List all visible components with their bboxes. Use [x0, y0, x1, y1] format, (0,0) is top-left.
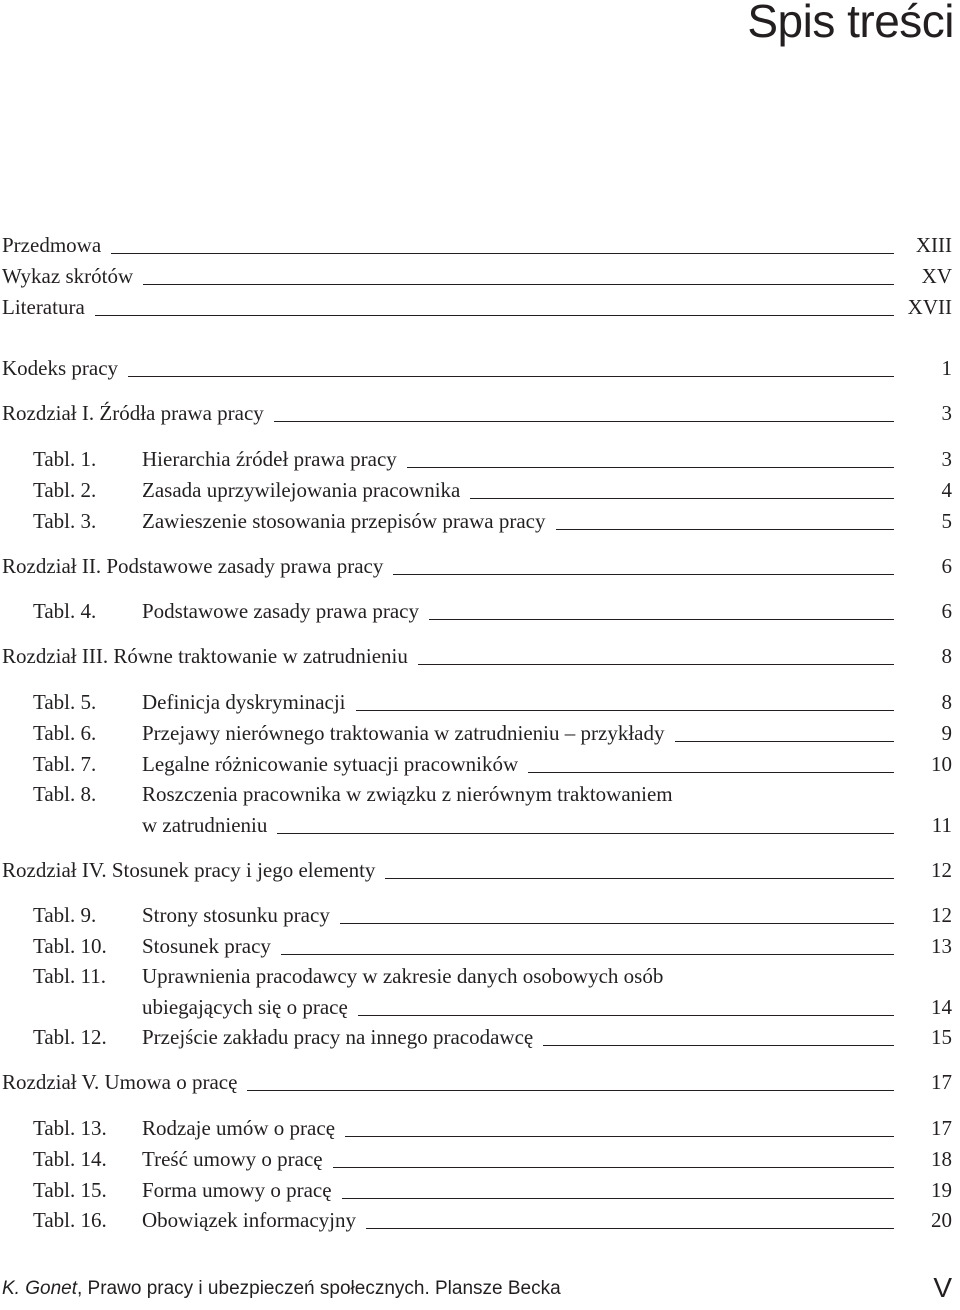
toc-page-number: 13 [931, 934, 952, 958]
toc-leader-line [277, 833, 894, 834]
toc-entry-label: Tabl. 16. [33, 1208, 107, 1232]
toc-page-number: 4 [941, 478, 952, 502]
toc-table-entry [0, 475, 956, 505]
toc-entry-label: Tabl. 15. [33, 1178, 107, 1202]
toc-page-number: 1 [941, 356, 952, 380]
toc-leader-line [470, 498, 894, 499]
toc-leader-line [528, 772, 894, 773]
toc-entry-title: Strony stosunku pracy [142, 903, 330, 927]
toc-table-entry [0, 1113, 956, 1143]
toc-chapter-entry [0, 855, 956, 885]
running-footer [2, 1278, 561, 1300]
toc-chapter-entry [0, 1067, 956, 1097]
toc-page-number: XV [921, 264, 952, 288]
toc-leader-line [111, 253, 894, 254]
toc-table-entry [0, 1175, 956, 1205]
toc-page-number: 5 [941, 509, 952, 533]
toc-leader-line [333, 1167, 894, 1168]
toc-entry-label: Tabl. 2. [33, 478, 97, 502]
toc-entry-title: Obowiązek informacyjny [142, 1208, 357, 1232]
toc-leader-line [340, 923, 894, 924]
toc-leader-line [274, 421, 894, 422]
toc-leader-line [407, 467, 894, 468]
toc-entry-title: Rozdział II. Podstawowe zasady prawa pracy [2, 554, 384, 578]
toc-entry-label: Tabl. 13. [33, 1116, 107, 1140]
toc-entry-title: Kodeks pracy [2, 356, 119, 380]
toc-leader-line [247, 1090, 894, 1091]
toc-entry-title: Podstawowe zasady prawa pracy [142, 599, 419, 623]
toc-leader-line [95, 315, 894, 316]
page-title: Spis treści [747, 0, 954, 47]
toc-entry-label: Tabl. 8. [33, 782, 97, 806]
toc-page-number: 8 [941, 644, 952, 668]
toc-entry-title: Przedmowa [2, 233, 102, 257]
toc-front-entry [0, 261, 956, 291]
toc-page-number: 17 [931, 1116, 952, 1140]
toc-entry-title: Zasada uprzywilejowania pracownika [142, 478, 461, 502]
toc-page-number: 12 [931, 903, 952, 927]
toc-leader-line [393, 574, 894, 575]
toc-entry-title: Uprawnienia pracodawcy w zakresie danych osobowych osób [142, 964, 664, 988]
toc-table-entry [0, 687, 956, 717]
toc-entry-label: Tabl. 4. [33, 599, 97, 623]
toc-page-number: 17 [931, 1070, 952, 1094]
toc-entry-title: Przejście zakładu pracy na innego pracodawcę [142, 1025, 534, 1049]
toc-page-number: 12 [931, 858, 952, 882]
toc-page-number: 3 [941, 401, 952, 425]
toc-page-number: XVII [907, 295, 952, 319]
toc-leader-line [385, 878, 894, 879]
toc-page-number: 6 [941, 554, 952, 578]
toc-entry-title: Rozdział V. Umowa o pracę [2, 1070, 238, 1094]
toc-leader-line [128, 376, 894, 377]
page-number: V [933, 1272, 952, 1303]
toc-leader-line [143, 284, 894, 285]
toc-leader-line [281, 954, 894, 955]
toc-chapter-entry [0, 551, 956, 581]
toc-leader-line [356, 710, 894, 711]
toc-page-number: 8 [941, 690, 952, 714]
toc-entry-label: Tabl. 9. [33, 903, 97, 927]
toc-entry-label: Tabl. 12. [33, 1025, 107, 1049]
toc-entry-title: Rozdział I. Źródła prawa pracy [2, 401, 264, 425]
toc-entry-label: Tabl. 6. [33, 721, 97, 745]
toc-table-entry [0, 900, 956, 930]
toc-leader-line [543, 1045, 894, 1046]
toc-entry-title: Treść umowy o pracę [142, 1147, 323, 1171]
toc-entry-label: Tabl. 14. [33, 1147, 107, 1171]
toc-table-entry [0, 718, 956, 748]
toc-table-entry [0, 1022, 956, 1052]
toc-leader-line [675, 741, 894, 742]
toc-entry-title: Literatura [2, 295, 85, 319]
toc-entry-title-continued: w zatrudnieniu [142, 813, 268, 837]
toc-chapter-entry [0, 398, 956, 428]
toc-page-number: 9 [941, 721, 952, 745]
toc-entry-title: Rodzaje umów o pracę [142, 1116, 336, 1140]
toc-entry-title: Hierarchia źródeł prawa pracy [142, 447, 397, 471]
toc-page-number: 6 [941, 599, 952, 623]
toc-entry-label: Tabl. 7. [33, 752, 97, 776]
toc-table-entry [0, 596, 956, 626]
toc-front-entry [0, 230, 956, 260]
toc-front-entry [0, 292, 956, 322]
toc-entry-title: Forma umowy o pracę [142, 1178, 332, 1202]
toc-entry-title: Zawieszenie stosowania przepisów prawa pracy [142, 509, 546, 533]
toc-leader-line [342, 1198, 894, 1199]
toc-entry-title: Przejawy nierównego traktowania w zatrudnieniu – przykłady [142, 721, 665, 745]
toc-entry-title: Rozdział III. Równe traktowanie w zatrudnieniu [2, 644, 408, 668]
toc-entry-title: Stosunek pracy [142, 934, 271, 958]
toc-leader-line [418, 664, 894, 665]
toc-table-entry [0, 931, 956, 961]
toc-page-number: 19 [931, 1178, 952, 1202]
toc-page-number: 18 [931, 1147, 952, 1171]
footer-book-title: , Prawo pracy i ubezpieczeń społecznych. Plansze Becka [77, 1278, 561, 1299]
toc-leader-line [366, 1228, 894, 1229]
toc-front-entry [0, 353, 956, 383]
toc-table-entry [0, 1144, 956, 1174]
toc-table-entry [0, 961, 956, 1022]
toc-page-number: 10 [931, 752, 952, 776]
toc-page-number: 11 [931, 813, 952, 837]
toc-table-entry [0, 444, 956, 474]
toc-chapter-entry [0, 641, 956, 671]
toc-page-number: 15 [931, 1025, 952, 1049]
toc-page-number: 20 [931, 1208, 952, 1232]
toc-page-number: XIII [915, 233, 952, 257]
toc-entry-label: Tabl. 5. [33, 690, 97, 714]
toc-leader-line [429, 619, 894, 620]
toc-entry-title: Roszczenia pracownika w związku z nierównym traktowaniem [142, 782, 673, 806]
toc-leader-line [345, 1136, 894, 1137]
toc-table-entry [0, 506, 956, 536]
toc-entry-label: Tabl. 1. [33, 447, 97, 471]
toc-table-entry [0, 1205, 956, 1235]
toc-table-entry [0, 779, 956, 840]
toc-entry-title: Rozdział IV. Stosunek pracy i jego elementy [2, 858, 376, 882]
toc-entry-label: Tabl. 10. [33, 934, 107, 958]
toc-entry-title: Legalne różnicowanie sytuacji pracowników [142, 752, 519, 776]
footer-author: K. Gonet [2, 1278, 77, 1299]
toc-entry-label: Tabl. 11. [33, 964, 106, 988]
toc-page-number: 14 [931, 995, 952, 1019]
toc-leader-line [556, 529, 894, 530]
toc-leader-line [358, 1015, 894, 1016]
toc-entry-label: Tabl. 3. [33, 509, 97, 533]
toc-entry-title-continued: ubiegających się o pracę [142, 995, 348, 1019]
toc-page-number: 3 [941, 447, 952, 471]
toc-entry-title: Definicja dyskryminacji [142, 690, 346, 714]
toc-table-entry [0, 749, 956, 779]
toc-entry-title: Wykaz skrótów [2, 264, 134, 288]
